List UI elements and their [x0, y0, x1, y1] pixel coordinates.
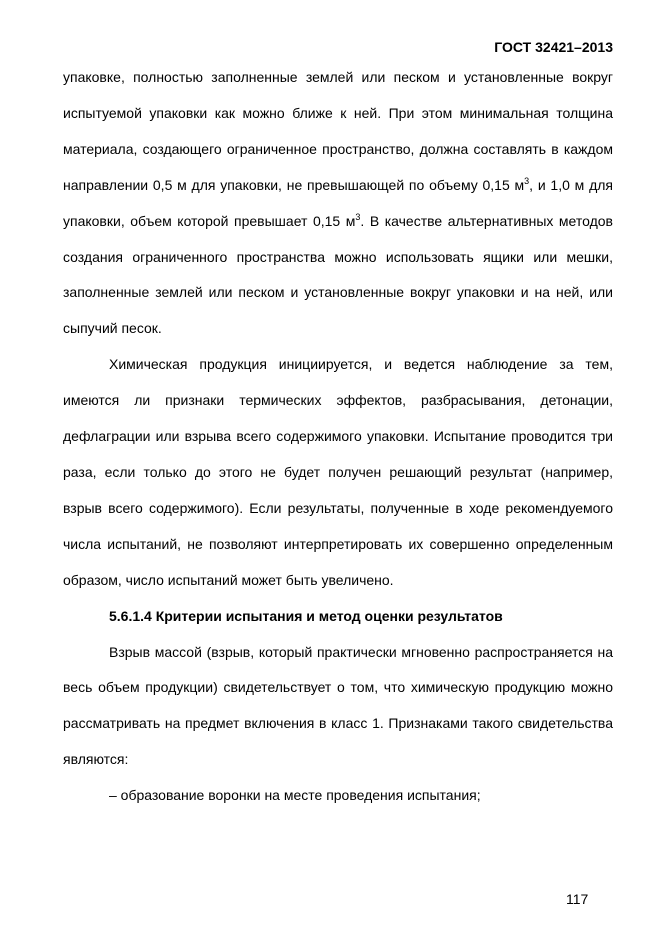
paragraph-confinement [63, 60, 613, 347]
page-number: 117 [566, 891, 589, 907]
paragraph-text: . В качестве альтернативных методов создания ограниченного пространства можно использовать ящики или мешки, заполненные землей или песком и установленные вокруг упаковки и на ней, или сыпучий песок. [63, 212, 613, 337]
document-body [63, 60, 613, 814]
paragraph-text: упаковке, полностью заполненные землей или песком и установленные вокруг испытуемой упаковки как можно ближе к ней. При этом минимальная толщина материала, создающего ограниченное пространство, должна составлять в каждом направлении 0,5 м для упаковки, не превышающей по объему 0,15 м [63, 69, 613, 193]
superscript: 3 [524, 175, 530, 186]
list-item: – образование воронки на месте проведения испытания; [109, 787, 481, 804]
paragraph-initiation: Химическая продукция инициируется, и ведется наблюдение за тем, имеются ли признаки термических эффектов, разбрасывания, детонации, дефлаграции или взрыва всего содержимого упаковки. Испытание проводится три раза, если только до этого не будет получен решающий результат (например, взрыв всего содержимого). Если результаты, полученные в ходе рекомендуемого числа испытаний, не позволяют интерпретировать их совершенно определенным образом, число испытаний может быть увеличено. [63, 356, 613, 588]
superscript: 3 [355, 211, 361, 222]
paragraph-criteria: Взрыв массой (взрыв, который практически мгновенно распространяется на весь объем продукции) свидетельствует о том, что химическую продукцию можно рассматривать на предмет включения в класс 1. Признаками такого свидетельства являются: [63, 643, 613, 768]
section-heading: 5.6.1.4 Критерии испытания и метод оценки результатов [109, 607, 503, 624]
document-header: ГОСТ 32421–2013 [494, 39, 613, 55]
paragraph-text: , и 1,0 м для упаковки, объем которой превышает 0,15 м [63, 176, 613, 229]
